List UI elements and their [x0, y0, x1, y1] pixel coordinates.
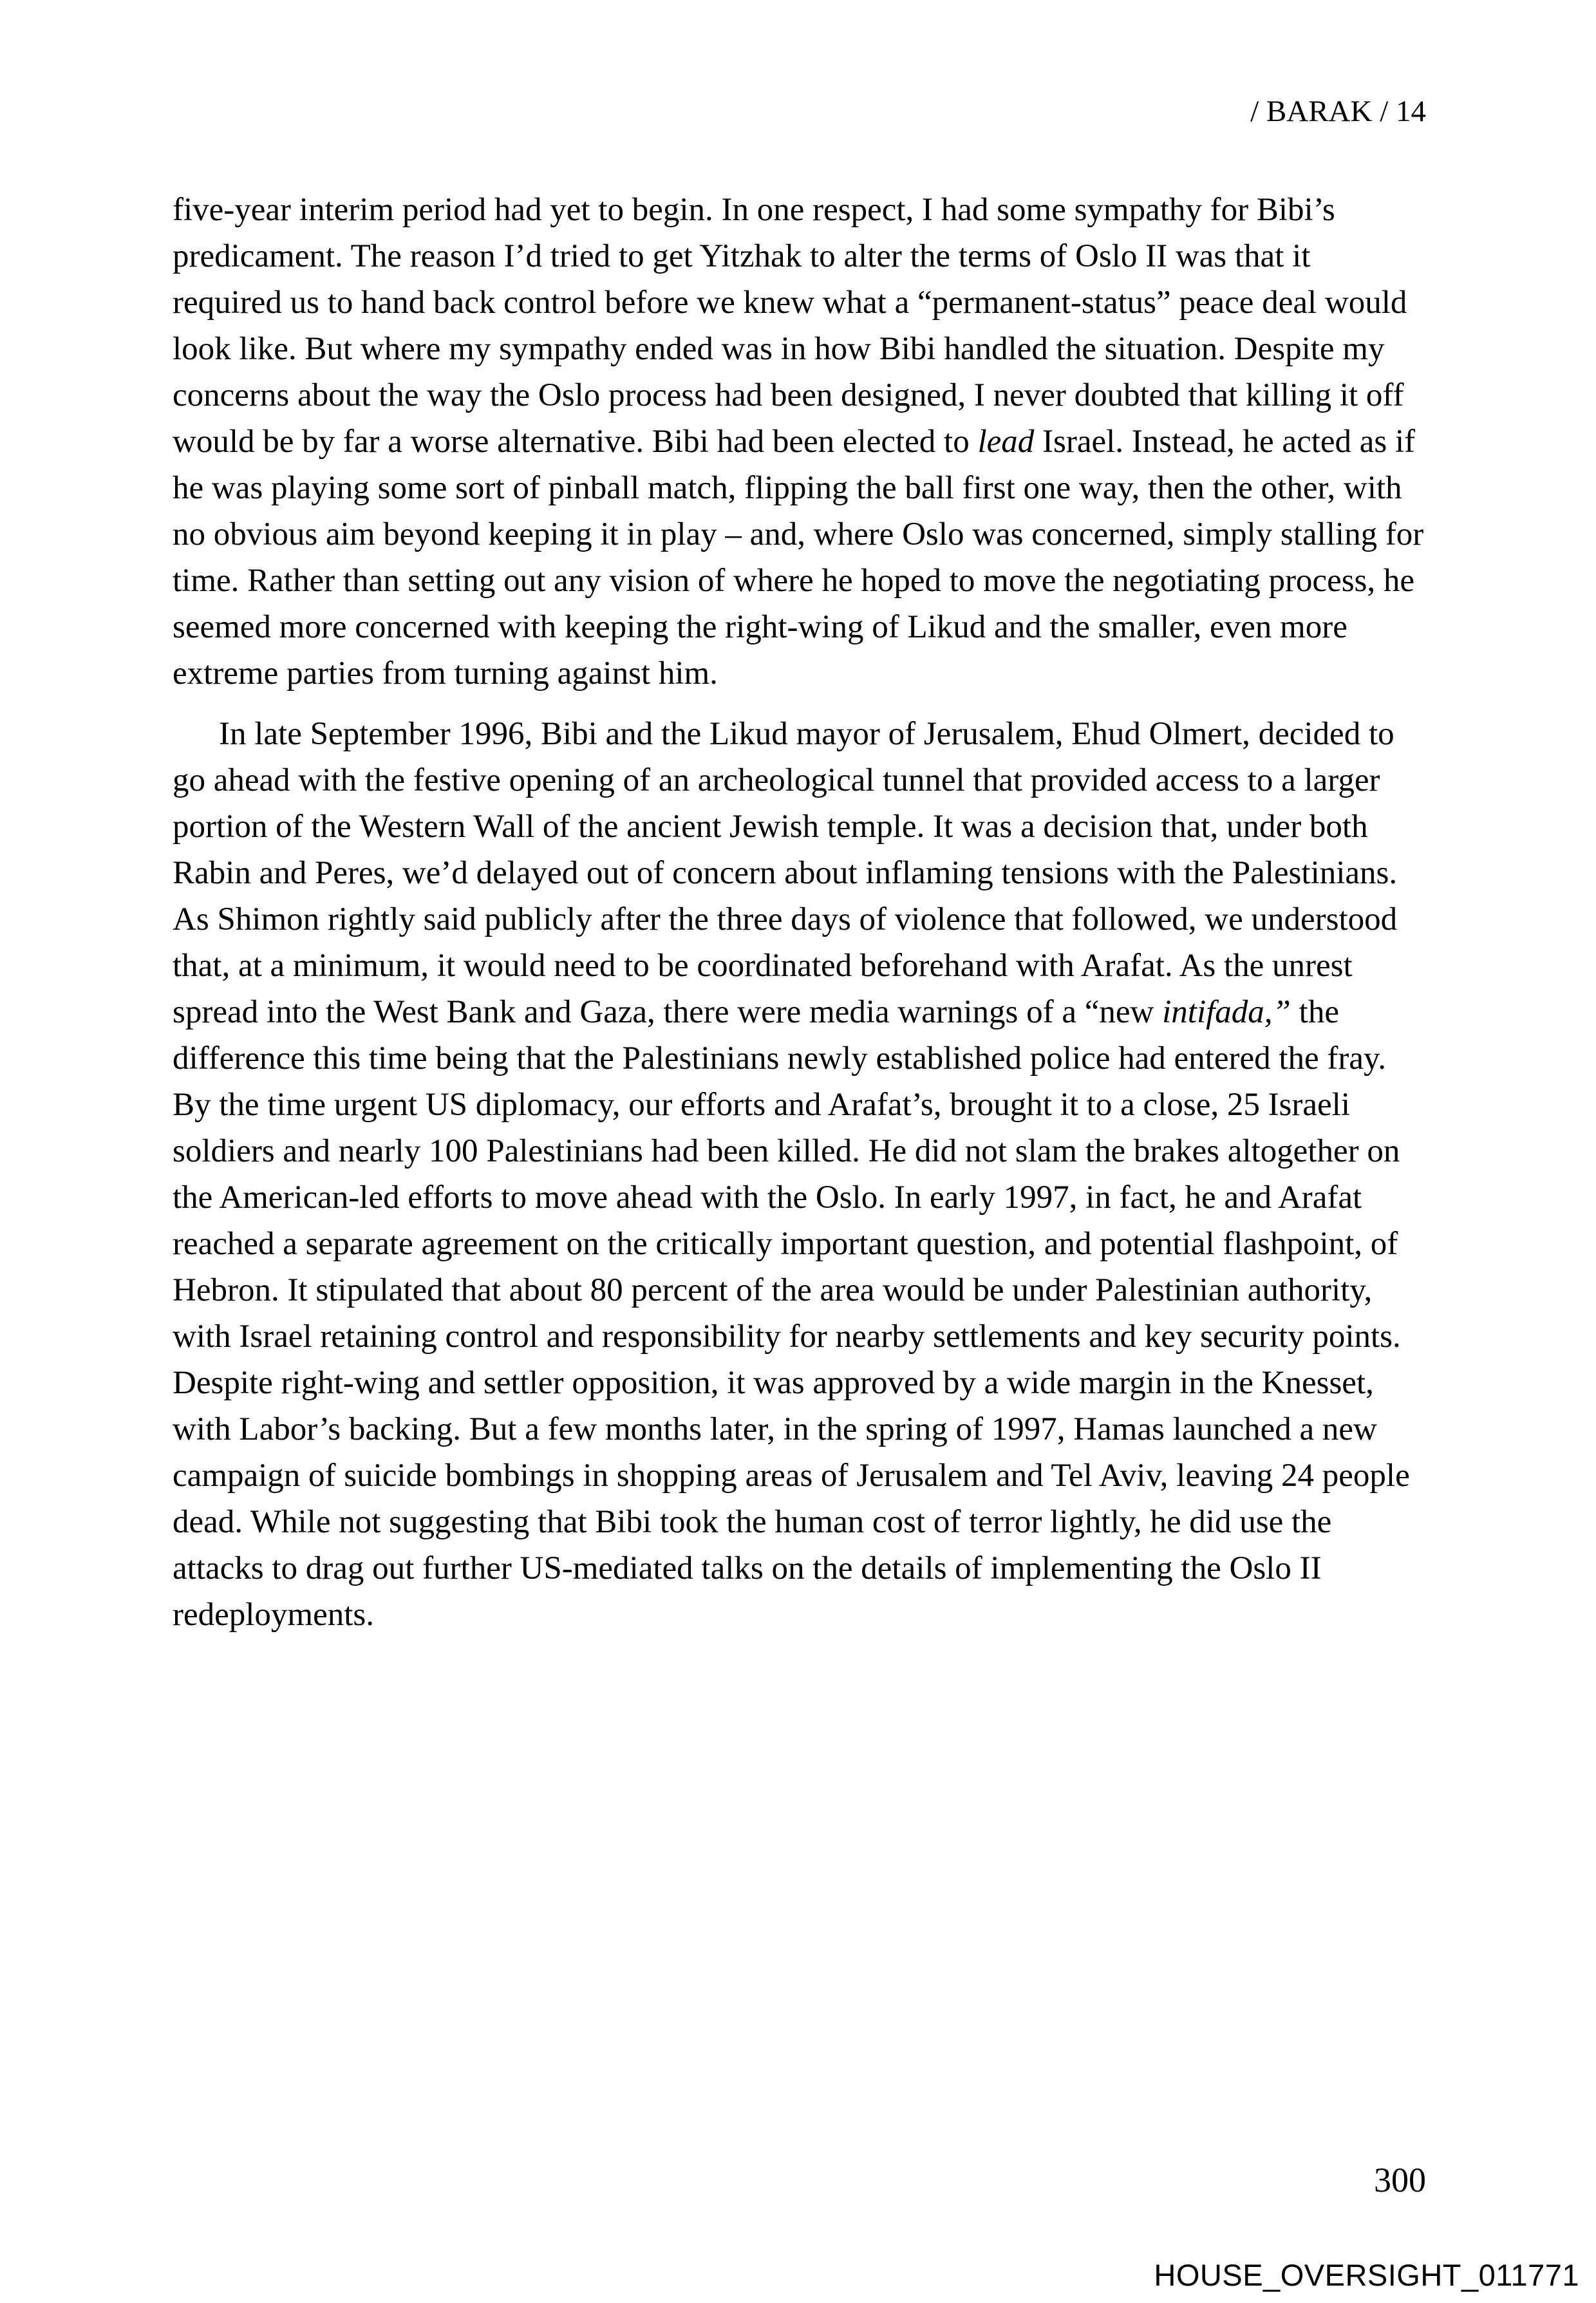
paragraph: [173, 187, 1428, 697]
text-segment: the difference this time being that the Palestinians newly established police had entered the fray. By the time urgent US diplomacy, our efforts and Arafat’s, brought it to a close, 25 Israeli soldiers and nearly 100 Palestinians had been killed. He did not slam the brakes altogether on the American-led efforts to move ahead with the Oslo. In early 1997, in fact, he and Arafat reached a separate agreement on the critically important question, and potential flashpoint, of Hebron. It stipulated that about 80 percent of the area would be under Palestinian authority, with Israel retaining control and responsibility for nearby settlements and key security points. Despite right-wing and settler opposition, it was approved by a wide margin in the Knesset, with Labor’s backing. But a few months later, in the spring of 1997, Hamas launched a new campaign of suicide bombings in shopping areas of Jerusalem and Tel Aviv, leaving 24 people dead. While not suggesting that Bibi took the human cost of terror lightly, he did use the attacks to drag out further US-mediated talks on the details of implementing the Oslo II redeployments.: [173, 994, 1410, 1633]
page-header: / BARAK / 14: [1250, 95, 1426, 128]
page-number: 300: [1374, 2161, 1426, 2199]
bates-stamp: HOUSE_OVERSIGHT_011771: [1154, 2258, 1579, 2292]
italic-text: lead: [977, 424, 1035, 460]
text-segment: five-year interim period had yet to begin. In one respect, I had some sympathy for Bibi’s predicament. The reason I’d tried to get Yitzhak to alter the terms of Oslo II was that it required us to hand back control before we knew what a “permanent-status” peace deal would look like. But where my sympathy ended was in how Bibi handled the situation. Despite my concerns about the way the Oslo process had been designed, I never doubted that killing it off would be by far a worse alternative. Bibi had been elected to: [173, 192, 1407, 460]
text-segment: Israel. Instead, he acted as if he was playing some sort of pinball match, flipping the ball first one way, then the other, with no obvious aim beyond keeping it in play – and, where Oslo was concerned, simply stalling for time. Rather than setting out any vision of where he hoped to move the negotiating process, he seemed more concerned with keeping the right-wing of Likud and the smaller, even more extreme parties from turning against him.: [173, 424, 1424, 691]
document-body: [173, 187, 1428, 1638]
italic-text: intifada,”: [1162, 994, 1291, 1030]
paragraph: [173, 711, 1428, 1638]
text-segment: In late September 1996, Bibi and the Likud mayor of Jerusalem, Ehud Olmert, decided to go ahead with the festive opening of an archeological tunnel that provided access to a larger portion of the Western Wall of the ancient Jewish temple. It was a decision that, under both Rabin and Peres, we’d delayed out of concern about inflaming tensions with the Palestinians. As Shimon rightly said publicly after the three days of violence that followed, we understood that, at a minimum, it would need to be coordinated beforehand with Arafat. As the unrest spread into the West Bank and Gaza, there were media warnings of a “new: [173, 716, 1398, 1030]
